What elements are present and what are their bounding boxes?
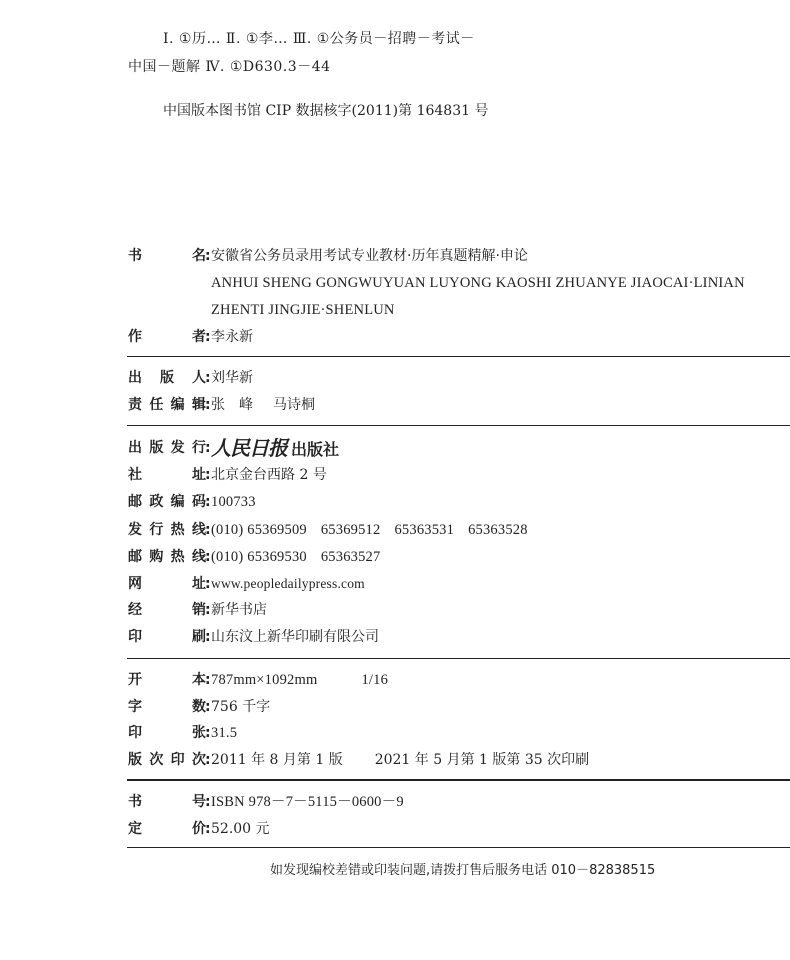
after-sales-note: 如发现编校差错或印装问题,请拨打售后服务电话 010－82838515 — [270, 863, 656, 878]
seller-label: 经 销 — [128, 602, 206, 618]
editor-label: 责 任 编 辑 — [128, 397, 206, 413]
postcode-label: 邮 政 编 码 — [128, 494, 206, 510]
publisher-person-label: 出 版 人 — [128, 370, 206, 386]
mailorder-numbers: (010) 65369530 65363527 — [211, 549, 381, 565]
words-label: 字 数 — [128, 699, 206, 715]
book-title: 安徽省公务员录用考试专业教材·历年真题精解·申论 — [211, 248, 528, 264]
divider — [127, 658, 790, 659]
author-name: 李永新 — [211, 329, 253, 345]
publisher-person: 刘华新 — [211, 370, 253, 386]
catalog-line-2: 中国－题解 Ⅳ. ①D630.3－44 — [128, 59, 331, 75]
cip-note: 中国版本图书馆 CIP 数据核字(2011)第 164831 号 — [163, 103, 489, 119]
printer: 山东汶上新华印刷有限公司 — [211, 629, 379, 645]
isbn-label: 书 号 — [128, 794, 206, 810]
book-title-pinyin-2: ZHENTI JINGJIE·SHENLUN — [211, 302, 395, 318]
divider — [127, 847, 790, 848]
word-count: 756 千字 — [211, 699, 271, 715]
edition-label: 版 次 印 次 — [128, 752, 206, 768]
address: 北京金台西路 2 号 — [211, 467, 327, 483]
author-label: 作 者 — [128, 329, 206, 345]
divider — [127, 356, 790, 357]
format: 787mm×1092mm 1/16 — [211, 672, 389, 688]
website: www.peopledailypress.com — [211, 576, 365, 591]
address-label: 社 址 — [128, 467, 206, 483]
book-title-pinyin-1: ANHUI SHENG GONGWUYUAN LUYONG KAOSHI ZHUANYE JIAOCAI·LINIAN — [211, 275, 745, 291]
divider — [127, 425, 790, 426]
title-label: 书 名 — [128, 248, 206, 264]
editor-name-1: 张 峰 — [211, 397, 253, 413]
editor-name-2: 马诗桐 — [273, 397, 315, 413]
mailorder-label: 邮 购 热 线 — [128, 549, 206, 565]
price: 52.00 元 — [211, 821, 270, 837]
printer-label: 印 刷 — [128, 629, 206, 645]
catalog-line-1: Ⅰ. ①历… Ⅱ. ①李… Ⅲ. ①公务员－招聘－考试－ — [163, 31, 475, 47]
price-label: 定 价 — [128, 821, 206, 837]
sheet-count: 31.5 — [211, 725, 238, 741]
distributor-label: 出 版 发 行 — [128, 440, 206, 456]
sheets-label: 印 张 — [128, 725, 206, 741]
hotline-label: 发 行 热 线 — [128, 522, 206, 538]
publisher-logo: 人民日报 出版社 — [211, 436, 340, 460]
postcode: 100733 — [211, 494, 256, 510]
website-label: 网 址 — [128, 576, 206, 592]
isbn: ISBN 978－7－5115－0600－9 — [211, 794, 404, 810]
edition: 2011 年 8 月第 1 版 2021 年 5 月第 1 版第 35 次印刷 — [211, 752, 590, 768]
hotline-numbers: (010) 65369509 65369512 65363531 65363528 — [211, 522, 528, 538]
divider — [127, 779, 790, 781]
format-label: 开 本 — [128, 672, 206, 688]
seller: 新华书店 — [211, 602, 267, 618]
